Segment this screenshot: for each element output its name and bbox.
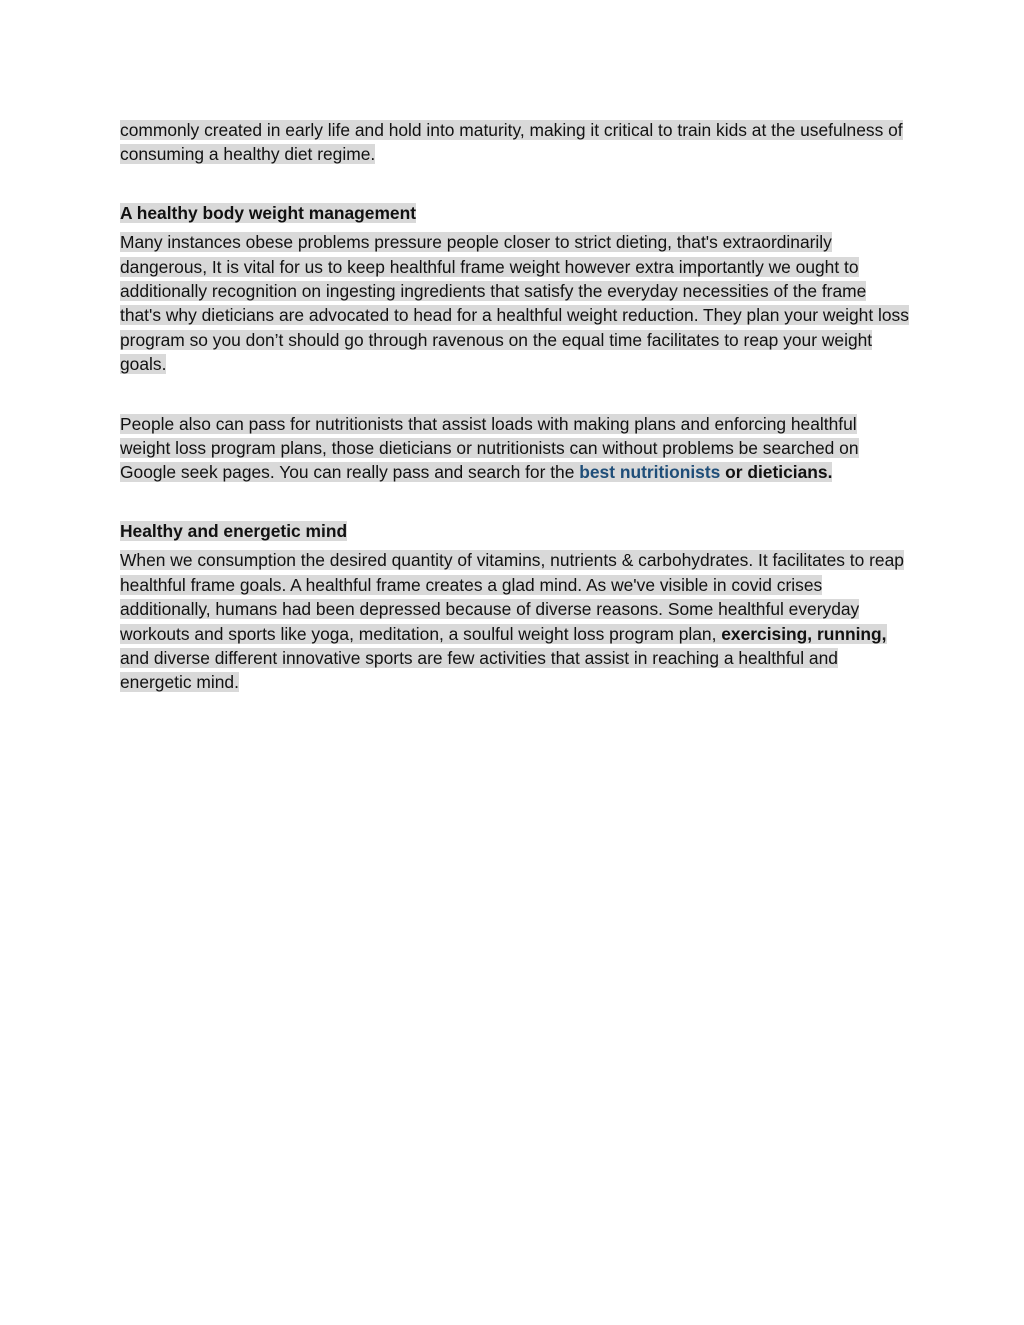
mind-body-text: When we consumption the desired quantity of vitamins, nutrients & carbohydrates. It facilitates to reap healthful frame goals. A healthful frame creates a glad mind. As we've visible in covid crises additionally, humans had been depressed because of diverse reasons. Some healthful everyday workouts and sports like yoga, meditation, a soulful weight loss program plan,	[120, 550, 904, 644]
nutrition-body-text: People also can pass for nutritionists that assist loads with making plans and enforcing healthful weight loss program plans, those dieticians or nutritionists can without problems be searched on Google seek pages. You can really pass and search for the	[120, 413, 859, 483]
weight-heading-text: A healthy body weight management	[120, 202, 417, 223]
intro-paragraph	[120, 118, 910, 167]
mind-heading-text: Healthy and energetic mind	[120, 520, 348, 541]
document-page	[120, 118, 910, 695]
nutrition-paragraph	[120, 412, 910, 485]
mind-bold-text: exercising, running,	[721, 623, 887, 644]
nutrition-suffix-text: or dieticians.	[720, 462, 833, 483]
weight-heading	[120, 201, 910, 225]
mind-heading	[120, 519, 910, 543]
mind-suffix-text: and diverse different innovative sports are few activities that assist in reaching a healthful and energetic mind.	[120, 647, 838, 693]
intro-text: commonly created in early life and hold into maturity, making it critical to train kids at the usefulness of consuming a healthy diet regime.	[120, 120, 903, 165]
best-nutritionists-link[interactable]: best nutritionists	[579, 462, 721, 483]
mind-paragraph	[120, 548, 910, 694]
weight-paragraph	[120, 230, 910, 376]
weight-body-text: Many instances obese problems pressure people closer to strict dieting, that's extraordinarily dangerous, It is vital for us to keep healthful frame weight however extra importantly we ought to additionally recognition on ingesting ingredients that satisfy the everyday necessities of the frame that's why dieticians are advocated to head for a healthful weight reduction. They plan your weight loss program so you don’t should go through ravenous on the equal time facilitates to reap your weight goals.	[120, 232, 909, 375]
